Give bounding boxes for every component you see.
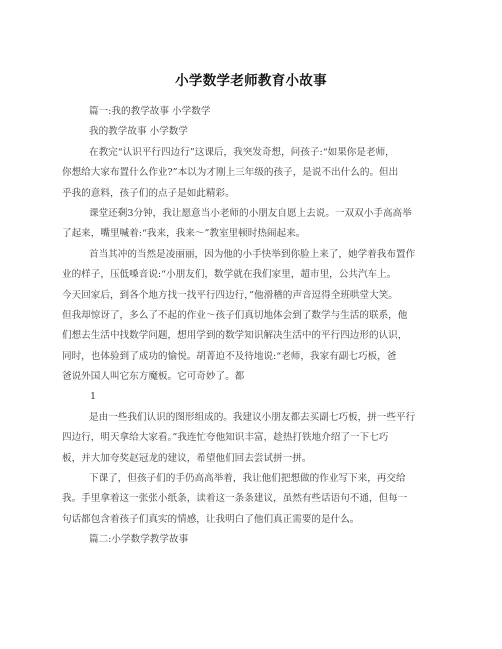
paragraph-line: 我的教学故事 小学数学 — [89, 126, 188, 138]
paragraph-line: 篇二:小学数学教学故事 — [89, 534, 189, 546]
paragraph-line: 同时，也体验到了成功的愉悦。胡菁迫不及待地说:“老师，我家有副七巧板，爸 — [62, 350, 397, 362]
page-number: 1 — [90, 391, 97, 403]
paragraph-line: 们想去生活中找数学问题，想用学到的数学知识解决生活中的平行四边形的认识， — [62, 330, 408, 342]
document-title: 小学数学老师教育小故事 — [175, 73, 327, 89]
paragraph-line: 我。手里拿着这一张张小纸条，读着这一条条建议，虽然有些话语句不通，但每一 — [62, 493, 408, 505]
paragraph-line: 今天回家后，到各个地方找一找平行四边行，”他滑稽的声音逗得全班哄堂大笑。 — [62, 289, 398, 301]
paragraph-line: 乎我的意料，孩子们的点子是如此精彩。 — [62, 187, 235, 199]
paragraph-line: 首当其冲的当然是凌丽丽，因为他的小手快举到你脸上来了，她学着我布置作 — [89, 248, 416, 260]
paragraph-line: 是由一些我们认识的图形组成的。我建议小朋友都去买副七巧板，拼一些平行 — [89, 411, 416, 423]
paragraph-line: 板，并大加夸奖赵冠龙的建议，希望他们回去尝试拼一拼。 — [62, 452, 312, 464]
paragraph-line: 了起来，嘴里喊着:“我来，我来～”教室里顿时热闹起来。 — [62, 228, 306, 240]
paragraph-line: 四边行，明天拿给大家看。”我连忙夸他知识丰富，趁热打铁地介绍了一下七巧 — [62, 432, 389, 444]
paragraph-line: 下课了，但孩子们的手仍高高举着，我让他们把想做的作业写下来，再交给 — [89, 473, 406, 485]
paragraph-line: 在教完“认识平行四边行”这课后，我突发奇想，问孩子:“如果你是老师， — [89, 146, 395, 158]
paragraph-line: 业的样子，压低嗓音说:“小朋友们，数学就在我们家里，超市里，公共汽车上。 — [62, 269, 397, 281]
document-body — [62, 102, 440, 551]
paragraph-line: 篇一:我的教学故事 小学数学 — [89, 106, 211, 117]
paragraph-line: 但我却惊讶了，多么了不起的作业～孩子们真切地体会到了数学与生活的联系，他 — [62, 309, 408, 321]
paragraph-line: 课堂还剩3分钟，我让愿意当小老师的小朋友自愿上去说。一双双小手高高举 — [89, 207, 412, 219]
paragraph-line: 爸说外国人叫它东方魔板。它可奇妙了。都 — [62, 371, 245, 383]
paragraph-line: 句话都包含着孩子们真实的情感，让我明白了他们真正需要的是什么。 — [62, 513, 360, 525]
paragraph-line: 你想给大家布置什么作业?”本以为才刚上三年级的孩子，是说不出什么的。但出 — [62, 167, 399, 179]
